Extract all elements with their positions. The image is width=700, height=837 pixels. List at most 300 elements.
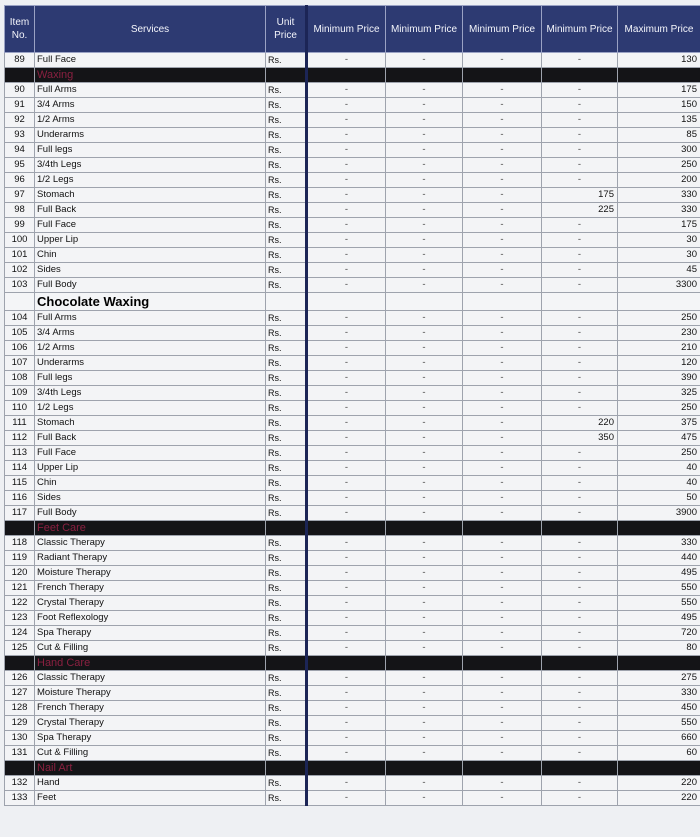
maximum-price: 30 [618, 233, 700, 248]
table-row [5, 641, 700, 656]
minimum-price-4: - [542, 326, 618, 341]
minimum-price-2: - [386, 371, 463, 386]
minimum-price-4: - [542, 233, 618, 248]
unit-price: Rs. [266, 128, 307, 143]
table-row [5, 416, 700, 431]
minimum-price-3: - [463, 341, 542, 356]
section-spacer [542, 656, 618, 671]
maximum-price: 250 [618, 158, 700, 173]
maximum-price: 85 [618, 128, 700, 143]
unit-price: Rs. [266, 203, 307, 218]
table-row [5, 716, 700, 731]
section-spacer [386, 656, 463, 671]
section-header-row [5, 521, 700, 536]
section-spacer [266, 68, 307, 83]
minimum-price-1: - [307, 686, 386, 701]
unit-price: Rs. [266, 233, 307, 248]
table-row [5, 626, 700, 641]
minimum-price-4: - [542, 731, 618, 746]
minimum-price-2: - [386, 263, 463, 278]
maximum-price: 440 [618, 551, 700, 566]
header-maximum-price: Maximum Price [618, 6, 700, 53]
unit-price: Rs. [266, 431, 307, 446]
minimum-price-2: - [386, 596, 463, 611]
minimum-price-2: - [386, 491, 463, 506]
maximum-price: 550 [618, 581, 700, 596]
minimum-price-3: - [463, 326, 542, 341]
minimum-price-1: - [307, 551, 386, 566]
section-title: Feet Care [35, 521, 266, 536]
minimum-price-1: - [307, 113, 386, 128]
unit-price: Rs. [266, 53, 307, 68]
table-row [5, 581, 700, 596]
minimum-price-1: - [307, 446, 386, 461]
item-number: 110 [5, 401, 35, 416]
service-name: Underarms [35, 128, 266, 143]
minimum-price-3: - [463, 218, 542, 233]
minimum-price-3: - [463, 476, 542, 491]
unit-price: Rs. [266, 278, 307, 293]
service-name: Full Back [35, 203, 266, 218]
minimum-price-2: - [386, 311, 463, 326]
minimum-price-2: - [386, 341, 463, 356]
table-row [5, 341, 700, 356]
minimum-price-4: - [542, 776, 618, 791]
minimum-price-2: - [386, 611, 463, 626]
unit-price: Rs. [266, 311, 307, 326]
minimum-price-4: - [542, 263, 618, 278]
minimum-price-1: - [307, 188, 386, 203]
section-spacer [463, 656, 542, 671]
table-row [5, 53, 700, 68]
table-row [5, 596, 700, 611]
item-number: 102 [5, 263, 35, 278]
table-row [5, 476, 700, 491]
minimum-price-2: - [386, 188, 463, 203]
maximum-price: 40 [618, 476, 700, 491]
maximum-price: 390 [618, 371, 700, 386]
minimum-price-1: - [307, 311, 386, 326]
minimum-price-3: - [463, 401, 542, 416]
minimum-price-3: - [463, 98, 542, 113]
unit-price: Rs. [266, 506, 307, 521]
minimum-price-2: - [386, 551, 463, 566]
service-name: Classic Therapy [35, 536, 266, 551]
minimum-price-4: 220 [542, 416, 618, 431]
section-spacer [307, 68, 386, 83]
section-spacer [5, 656, 35, 671]
service-name: Full Arms [35, 83, 266, 98]
maximum-price: 200 [618, 173, 700, 188]
minimum-price-2: - [386, 446, 463, 461]
minimum-price-2: - [386, 113, 463, 128]
unit-price: Rs. [266, 536, 307, 551]
unit-price: Rs. [266, 566, 307, 581]
minimum-price-4: - [542, 596, 618, 611]
minimum-price-3: - [463, 158, 542, 173]
item-number: 101 [5, 248, 35, 263]
section-spacer [307, 521, 386, 536]
minimum-price-1: - [307, 776, 386, 791]
service-name: Full Arms [35, 311, 266, 326]
unit-price: Rs. [266, 188, 307, 203]
unit-price: Rs. [266, 143, 307, 158]
item-number: 107 [5, 356, 35, 371]
minimum-price-3: - [463, 686, 542, 701]
item-number: 131 [5, 746, 35, 761]
minimum-price-2: - [386, 218, 463, 233]
maximum-price: 330 [618, 686, 700, 701]
maximum-price: 550 [618, 716, 700, 731]
item-number: 114 [5, 461, 35, 476]
table-body [5, 53, 700, 806]
header-unit-price: Unit Price [266, 6, 307, 53]
service-name: 3/4th Legs [35, 158, 266, 173]
header-minimum-price-3: Minimum Price [463, 6, 542, 53]
unit-price: Rs. [266, 416, 307, 431]
minimum-price-1: - [307, 416, 386, 431]
unit-price: Rs. [266, 716, 307, 731]
minimum-price-2: - [386, 203, 463, 218]
table-row [5, 311, 700, 326]
minimum-price-1: - [307, 53, 386, 68]
item-number: 126 [5, 671, 35, 686]
minimum-price-1: - [307, 356, 386, 371]
item-number: 93 [5, 128, 35, 143]
minimum-price-3: - [463, 356, 542, 371]
service-name: 3/4 Arms [35, 98, 266, 113]
section-spacer [266, 761, 307, 776]
table-row [5, 566, 700, 581]
minimum-price-1: - [307, 233, 386, 248]
table-row [5, 113, 700, 128]
section-spacer [266, 656, 307, 671]
service-name: Full Face [35, 53, 266, 68]
header-minimum-price-2: Minimum Price [386, 6, 463, 53]
minimum-price-2: - [386, 626, 463, 641]
table-row [5, 701, 700, 716]
item-number: 116 [5, 491, 35, 506]
section-spacer [386, 521, 463, 536]
minimum-price-2: - [386, 476, 463, 491]
table-row [5, 401, 700, 416]
header-row [5, 6, 700, 53]
unit-price: Rs. [266, 746, 307, 761]
minimum-price-2: - [386, 278, 463, 293]
maximum-price: 135 [618, 113, 700, 128]
maximum-price: 175 [618, 83, 700, 98]
item-number: 117 [5, 506, 35, 521]
minimum-price-4: - [542, 248, 618, 263]
minimum-price-4: - [542, 476, 618, 491]
minimum-price-1: - [307, 143, 386, 158]
section-header-row [5, 761, 700, 776]
item-number: 130 [5, 731, 35, 746]
minimum-price-3: - [463, 461, 542, 476]
unit-price: Rs. [266, 581, 307, 596]
item-number: 123 [5, 611, 35, 626]
service-name: Full Body [35, 278, 266, 293]
minimum-price-2: - [386, 461, 463, 476]
table-row [5, 431, 700, 446]
minimum-price-2: - [386, 401, 463, 416]
table-row [5, 218, 700, 233]
service-name: French Therapy [35, 581, 266, 596]
unit-price: Rs. [266, 701, 307, 716]
section-spacer [542, 521, 618, 536]
minimum-price-3: - [463, 371, 542, 386]
maximum-price: 325 [618, 386, 700, 401]
minimum-price-2: - [386, 686, 463, 701]
table-row [5, 248, 700, 263]
service-name: 1/2 Legs [35, 173, 266, 188]
minimum-price-3: - [463, 278, 542, 293]
minimum-price-1: - [307, 626, 386, 641]
item-number: 118 [5, 536, 35, 551]
minimum-price-3: - [463, 233, 542, 248]
minimum-price-1: - [307, 746, 386, 761]
table-row [5, 233, 700, 248]
section-spacer [307, 761, 386, 776]
item-number: 90 [5, 83, 35, 98]
header-minimum-price-4: Minimum Price [542, 6, 618, 53]
minimum-price-4: - [542, 356, 618, 371]
minimum-price-4: - [542, 311, 618, 326]
service-name: 1/2 Arms [35, 341, 266, 356]
minimum-price-4: - [542, 506, 618, 521]
minimum-price-4: - [542, 641, 618, 656]
service-name: Moisture Therapy [35, 686, 266, 701]
minimum-price-4: - [542, 611, 618, 626]
maximum-price: 250 [618, 446, 700, 461]
minimum-price-2: - [386, 506, 463, 521]
item-number: 124 [5, 626, 35, 641]
subheading-spacer [618, 293, 700, 311]
table-row [5, 143, 700, 158]
minimum-price-1: - [307, 278, 386, 293]
section-spacer [463, 521, 542, 536]
unit-price: Rs. [266, 491, 307, 506]
minimum-price-4: - [542, 341, 618, 356]
unit-price: Rs. [266, 401, 307, 416]
maximum-price: 275 [618, 671, 700, 686]
unit-price: Rs. [266, 476, 307, 491]
maximum-price: 50 [618, 491, 700, 506]
minimum-price-1: - [307, 491, 386, 506]
item-number: 92 [5, 113, 35, 128]
minimum-price-3: - [463, 506, 542, 521]
minimum-price-2: - [386, 536, 463, 551]
service-name: Chin [35, 248, 266, 263]
table-row [5, 98, 700, 113]
minimum-price-3: - [463, 536, 542, 551]
maximum-price: 60 [618, 746, 700, 761]
minimum-price-1: - [307, 791, 386, 806]
unit-price: Rs. [266, 263, 307, 278]
minimum-price-4: - [542, 491, 618, 506]
subheading-spacer [307, 293, 386, 311]
table-row [5, 263, 700, 278]
section-spacer [463, 68, 542, 83]
minimum-price-2: - [386, 248, 463, 263]
minimum-price-3: - [463, 203, 542, 218]
service-name: 1/2 Legs [35, 401, 266, 416]
unit-price: Rs. [266, 326, 307, 341]
minimum-price-4: - [542, 113, 618, 128]
minimum-price-4: - [542, 536, 618, 551]
table-row [5, 611, 700, 626]
item-number: 115 [5, 476, 35, 491]
minimum-price-3: - [463, 566, 542, 581]
header-minimum-price-1: Minimum Price [307, 6, 386, 53]
table-row [5, 356, 700, 371]
maximum-price: 550 [618, 596, 700, 611]
minimum-price-4: - [542, 128, 618, 143]
table-row [5, 671, 700, 686]
item-number: 106 [5, 341, 35, 356]
minimum-price-4: - [542, 461, 618, 476]
subheading-spacer [266, 293, 307, 311]
service-name: Underarms [35, 356, 266, 371]
section-spacer [618, 656, 700, 671]
item-number: 133 [5, 791, 35, 806]
minimum-price-3: - [463, 188, 542, 203]
minimum-price-1: - [307, 128, 386, 143]
maximum-price: 210 [618, 341, 700, 356]
section-spacer [618, 761, 700, 776]
minimum-price-3: - [463, 716, 542, 731]
table-row [5, 731, 700, 746]
maximum-price: 250 [618, 401, 700, 416]
minimum-price-2: - [386, 731, 463, 746]
service-name: Spa Therapy [35, 626, 266, 641]
maximum-price: 130 [618, 53, 700, 68]
maximum-price: 220 [618, 776, 700, 791]
unit-price: Rs. [266, 173, 307, 188]
service-name: Full Back [35, 431, 266, 446]
service-name: 1/2 Arms [35, 113, 266, 128]
minimum-price-3: - [463, 746, 542, 761]
minimum-price-3: - [463, 143, 542, 158]
unit-price: Rs. [266, 461, 307, 476]
maximum-price: 330 [618, 536, 700, 551]
service-name: Stomach [35, 416, 266, 431]
minimum-price-4: - [542, 218, 618, 233]
minimum-price-3: - [463, 431, 542, 446]
service-name: Full Body [35, 506, 266, 521]
unit-price: Rs. [266, 791, 307, 806]
minimum-price-4: - [542, 686, 618, 701]
service-name: Full legs [35, 371, 266, 386]
section-spacer [386, 68, 463, 83]
item-number: 127 [5, 686, 35, 701]
minimum-price-3: - [463, 581, 542, 596]
service-name: French Therapy [35, 701, 266, 716]
minimum-price-1: - [307, 431, 386, 446]
section-title: Hand Care [35, 656, 266, 671]
minimum-price-3: - [463, 173, 542, 188]
unit-price: Rs. [266, 686, 307, 701]
service-name: Crystal Therapy [35, 716, 266, 731]
maximum-price: 150 [618, 98, 700, 113]
minimum-price-4: 225 [542, 203, 618, 218]
minimum-price-2: - [386, 158, 463, 173]
minimum-price-4: - [542, 671, 618, 686]
maximum-price: 220 [618, 791, 700, 806]
minimum-price-1: - [307, 701, 386, 716]
minimum-price-1: - [307, 326, 386, 341]
service-name: Hand [35, 776, 266, 791]
minimum-price-3: - [463, 53, 542, 68]
item-number: 105 [5, 326, 35, 341]
subheading-row [5, 293, 700, 311]
service-name: Foot Reflexology [35, 611, 266, 626]
maximum-price: 3300 [618, 278, 700, 293]
minimum-price-3: - [463, 416, 542, 431]
minimum-price-4: - [542, 401, 618, 416]
minimum-price-3: - [463, 731, 542, 746]
minimum-price-2: - [386, 128, 463, 143]
section-spacer [5, 761, 35, 776]
minimum-price-2: - [386, 791, 463, 806]
table-row [5, 506, 700, 521]
unit-price: Rs. [266, 776, 307, 791]
minimum-price-3: - [463, 83, 542, 98]
service-name: Sides [35, 263, 266, 278]
item-number: 98 [5, 203, 35, 218]
maximum-price: 450 [618, 701, 700, 716]
minimum-price-3: - [463, 641, 542, 656]
maximum-price: 45 [618, 263, 700, 278]
service-name: Sides [35, 491, 266, 506]
minimum-price-4: - [542, 566, 618, 581]
section-title: Nail Art [35, 761, 266, 776]
item-number: 96 [5, 173, 35, 188]
minimum-price-3: - [463, 263, 542, 278]
minimum-price-3: - [463, 248, 542, 263]
minimum-price-4: 350 [542, 431, 618, 446]
subheading-title: Chocolate Waxing [35, 293, 266, 311]
maximum-price: 120 [618, 356, 700, 371]
item-number: 128 [5, 701, 35, 716]
minimum-price-2: - [386, 701, 463, 716]
subheading-spacer [463, 293, 542, 311]
section-spacer [618, 68, 700, 83]
minimum-price-2: - [386, 671, 463, 686]
item-number: 109 [5, 386, 35, 401]
minimum-price-2: - [386, 431, 463, 446]
minimum-price-1: - [307, 248, 386, 263]
unit-price: Rs. [266, 341, 307, 356]
minimum-price-2: - [386, 83, 463, 98]
minimum-price-3: - [463, 128, 542, 143]
service-name: Feet [35, 791, 266, 806]
minimum-price-2: - [386, 746, 463, 761]
subheading-spacer [542, 293, 618, 311]
minimum-price-4: - [542, 386, 618, 401]
table-row [5, 776, 700, 791]
table-row [5, 791, 700, 806]
section-spacer [266, 521, 307, 536]
minimum-price-2: - [386, 173, 463, 188]
minimum-price-2: - [386, 416, 463, 431]
unit-price: Rs. [266, 248, 307, 263]
service-name: Moisture Therapy [35, 566, 266, 581]
minimum-price-1: - [307, 581, 386, 596]
unit-price: Rs. [266, 611, 307, 626]
minimum-price-2: - [386, 98, 463, 113]
minimum-price-2: - [386, 776, 463, 791]
